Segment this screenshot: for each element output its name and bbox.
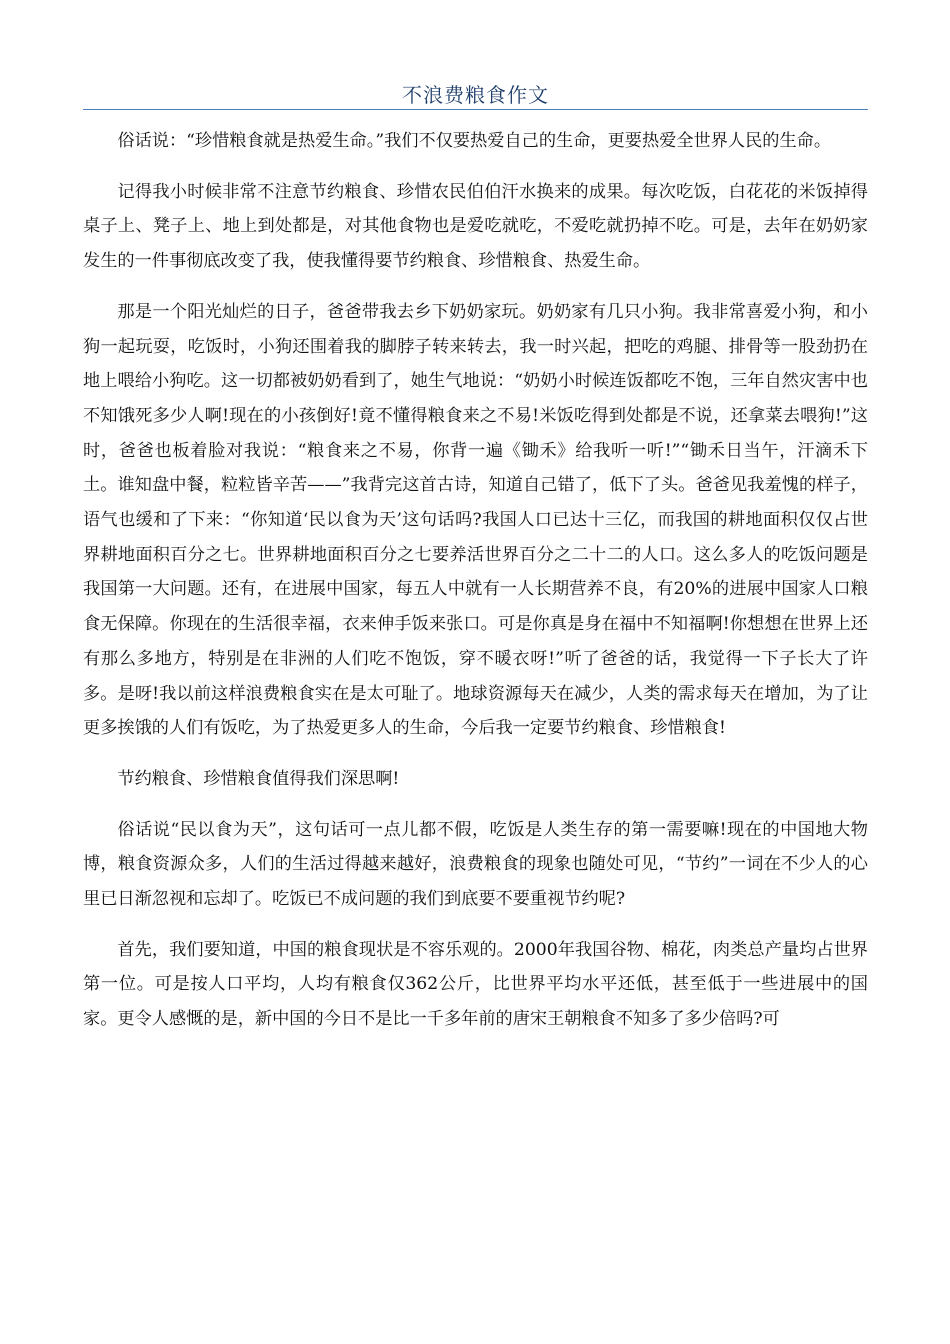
document-title: 不浪费粮食作文 <box>402 83 549 107</box>
paragraph-5: 俗话说“民以食为天”，这句话可一点儿都不假，吃饭是人类生存的第一需要嘛!现在的中国地大物博，粮食资源众多，人们的生活过得越来越好，浪费粮食的现象也随处可见，“节约”一词在不少人的心里已日渐忽视和忘却了。吃饭已不成问题的我们到底要不要重视节约呢? <box>83 819 868 910</box>
paragraph-6: 首先，我们要知道，中国的粮食现状是不容乐观的。2000年我国谷物、棉花，肉类总产量均占世界第一位。可是按人口平均，人均有粮食仅362公斤，比世界平均水平还低，甚至低于一些进展中的国家。更令人感慨的是，新中国的今日不是比一千多年前的唐宋王朝粮食不知多了多少倍吗?可 <box>83 939 868 1030</box>
document-body <box>83 124 868 1053</box>
paragraph-2: 记得我小时候非常不注意节约粮食、珍惜农民伯伯汗水换来的成果。每次吃饭，白花花的米饭掉得桌子上、凳子上、地上到处都是，对其他食物也是爱吃就吃，不爱吃就扔掉不吃。可是，去年在奶奶家发生的一件事彻底改变了我，使我懂得要节约粮食、珍惜粮食、热爱生命。 <box>83 181 868 272</box>
header-divider <box>83 109 868 110</box>
paragraph-4: 节约粮食、珍惜粮食值得我们深思啊! <box>117 768 400 789</box>
paragraph-1: 俗话说：“珍惜粮食就是热爱生命。”我们不仅要热爱自己的生命，更要热爱全世界人民的生命。 <box>117 131 832 151</box>
paragraph-3: 那是一个阳光灿烂的日子，爸爸带我去乡下奶奶家玩。奶奶家有几只小狗。我非常喜爱小狗，和小狗一起玩耍，吃饭时，小狗还围着我的脚脖子转来转去，我一时兴起，把吃的鸡腿、排骨等一股劲扔在地上喂给小狗吃。这一切都被奶奶看到了，她生气地说：“奶奶小时候连饭都吃不饱，三年自然灾害中也不知饿死多少人啊!现在的小孩倒好!竟不懂得粮食来之不易!米饭吃得到处都是不说，还拿菜去喂狗!”这时，爸爸也板着脸对我说：“粮食来之不易，你背一遍《锄禾》给我听一听!”“锄禾日当午，汗滴禾下土。谁知盘中餐，粒粒皆辛苦——”我背完这首古诗，知道自己错了，低下了头。爸爸见我羞愧的样子，语气也缓和了下来：“你知道‘民以食为天’这句话吗?我国人口已达十三亿，而我国的耕地面积仅仅占世界耕地面积百分之七。世界耕地面积百分之七要养活世界百分之二十二的人口。这么多人的吃饭问题是我国第一大问题。还有，在进展中国家，每五人中就有一人长期营养不良，有20%的进展中国家人口粮食无保障。你现在的生活很幸福，衣来伸手饭来张口。可是你真是身在福中不知福啊!你想想在世界上还有那么多地方，特别是在非洲的人们吃不饱饭，穿不暖衣呀!”听了爸爸的话，我觉得一下子长大了许多。是呀!我以前这样浪费粮食实在是太可耻了。地球资源每天在减少，人类的需求每天在增加，为了让更多挨饿的人们有饭吃，为了热爱更多人的生命，今后我一定要节约粮食、珍惜粮食! <box>83 301 868 739</box>
